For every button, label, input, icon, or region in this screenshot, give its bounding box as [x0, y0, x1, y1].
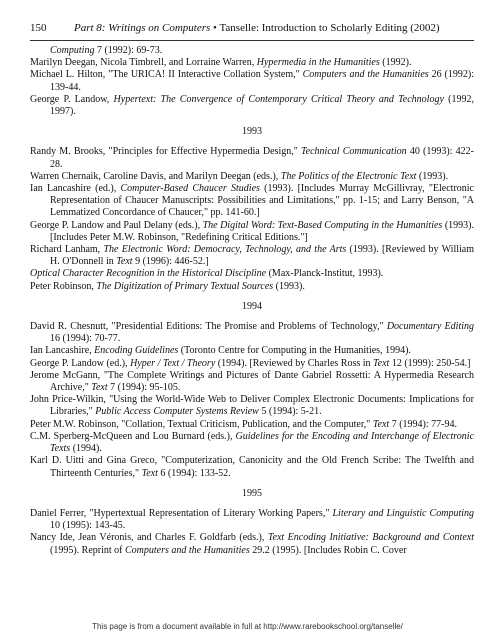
entry-text: John Price-Wilkin, "Using the World-Wide Web to Deliver Complex Electronic Documents: Implications for Libraries," — [30, 394, 474, 418]
bibliography-entry — [30, 57, 474, 69]
entry-text: (1993). [Includes Murray McGillivray, "Electronic Representation of Chaucer Manuscripts: Possibilities and Limitations," pp. 1-15; and Larry Benson, "A Lemmatized Concordance of Chaucer," pp. 141-60.] — [50, 183, 474, 219]
entry-title-italic: The Digital Word: Text-Based Computing in the Humanities — [202, 219, 443, 231]
entry-text: Jerome McGann, "The Complete Writings and Pictures of Dante Gabriel Rossetti: A Hypermedia Research Archive," — [30, 369, 474, 394]
entry-title-italic: Text — [372, 418, 390, 430]
entry-text: 7 (1994): 77-94. — [389, 418, 457, 430]
entry-text: Peter M.W. Robinson, "Collation, Textual Criticism, Publication, and the Computer," — [30, 418, 373, 430]
entry-text: 7 (1992): 69-73. — [94, 45, 163, 56]
entry-text: Karl D. Uitti and Gina Greco, "Computerization, Canonicity and the Old French Scribe: The Twelfth and Thirteenth Centuries," — [30, 455, 474, 479]
bibliography-entry — [30, 419, 474, 431]
entry-title-italic: Optical Character Recognition in the Historical Discipline — [30, 268, 267, 280]
entry-text: David R. Chesnutt, "Presidential Editions: The Promise and Problems of Technology," — [30, 321, 387, 333]
entry-text: (1992). — [379, 57, 412, 69]
entry-title-italic: Documentary Editing — [386, 321, 474, 333]
entry-text: 26 (1992): 139-44. — [50, 69, 474, 93]
entry-title-italic: Computers and the Humanities — [302, 69, 429, 81]
bibliography-body — [30, 45, 474, 557]
entry-text: Nancy Ide, Jean Véronis, and Charles F. Goldfarb (eds.), — [30, 532, 268, 544]
entry-title-italic: Computing — [50, 45, 95, 56]
bibliography-entry — [30, 94, 474, 118]
entry-text: (Toronto Centre for Computing in the Humanities, 1994). — [178, 345, 411, 357]
entry-text: 9 (1996): 446-52.] — [132, 256, 209, 268]
bibliography-entry — [30, 455, 474, 479]
year-heading: 1994 — [242, 300, 262, 312]
entry-title-italic: Text Encoding Initiative: Background and Context — [267, 532, 474, 544]
entry-title-italic: Technical Communication — [301, 146, 407, 158]
entry-title-italic: Text — [373, 357, 390, 369]
entry-title-italic: Hyper / Text / Theory — [130, 357, 216, 369]
entry-text: Warren Chernaik, Caroline Davis, and Marilyn Deegan (eds.), — [30, 170, 281, 182]
year-heading: 1995 — [242, 487, 262, 499]
entry-title-italic: Encoding Guidelines — [94, 345, 179, 357]
entry-text: Peter Robinson, — [30, 280, 97, 292]
entry-text: (1993). — [273, 280, 305, 292]
entry-title-italic: Hypertext: The Convergence of Contemporary Critical Theory and Technology — [113, 93, 444, 105]
header-bullet: • — [213, 22, 217, 34]
entry-text: (1994). — [70, 443, 102, 455]
entry-text: George P. Landow and Paul Delany (eds.), — [30, 219, 203, 231]
entry-text: Randy M. Brooks, "Principles for Effective Hypermedia Design," — [30, 146, 302, 158]
entry-title-italic: Hypermedia in the Humanities — [256, 57, 380, 69]
entry-text: (1992, 1997). — [50, 93, 474, 118]
entry-text: (1993). [Reviewed by William H. O'Donnell in — [50, 244, 474, 268]
bibliography-entry — [30, 508, 474, 532]
entry-text: Ian Lancashire, — [30, 345, 95, 357]
entry-text: 16 (1994): 70-77. — [50, 333, 121, 345]
entry-title-italic: Text — [116, 256, 133, 268]
bibliography-entry — [30, 431, 474, 455]
year-heading: 1993 — [242, 126, 262, 138]
bibliography-entry — [30, 370, 474, 394]
bibliography-entry — [30, 281, 474, 293]
bibliography-entry — [30, 321, 474, 345]
bibliography-entry — [30, 244, 474, 268]
bibliography-entry — [30, 358, 474, 370]
running-header — [30, 22, 474, 34]
entry-title-italic: Literary and Linguistic Computing — [332, 507, 474, 519]
entry-text: 6 (1994): 133-52. — [157, 467, 231, 479]
bibliography-entry — [30, 394, 474, 418]
entry-text: (1995). Reprint of — [50, 544, 125, 556]
entry-text: (1994). [Reviewed by Charles Ross in — [215, 357, 374, 369]
bibliography-entry — [30, 345, 474, 357]
entry-text: Michael L. Hilton, "The URICA! II Interactive Collation System," — [30, 69, 303, 81]
entry-title-italic: Text — [141, 467, 158, 479]
page-number: 150 — [30, 22, 47, 34]
entry-title-italic: Public Access Computer Systems Review — [95, 406, 259, 418]
footer-note[interactable]: This page is from a document available in full at http://www.rarebookschool.org/tanselle/ — [92, 622, 403, 631]
entry-text: 10 (1995): 143-45. — [50, 520, 126, 532]
entry-text: 7 (1994): 95-105. — [107, 382, 181, 394]
entry-text: (Max-Planck-Institut, 1993). — [266, 268, 384, 280]
bibliography-entry — [30, 183, 474, 220]
entry-text: Richard Lanham, — [30, 244, 104, 256]
entry-text: Daniel Ferrer, "Hypertextual Representation of Literary Working Papers," — [30, 507, 333, 519]
bibliography-entry — [30, 220, 474, 244]
entry-text: C.M. Sperberg-McQueen and Lou Burnard (eds.), — [30, 430, 236, 442]
entry-title-italic: The Politics of the Electronic Text — [280, 170, 417, 182]
bibliography-entry — [30, 171, 474, 183]
entry-text: (1993). — [416, 170, 449, 182]
entry-text: 5 (1994): 5-21. — [258, 406, 322, 418]
entry-text: 29.2 (1995). [Includes Robin C. Cover — [249, 544, 407, 556]
entry-text: George P. Landow, — [30, 93, 114, 105]
bibliography-entry — [30, 69, 474, 93]
entry-text: (1993). [Includes Peter M.W. Robinson, "Redefining Critical Editions."] — [50, 219, 474, 243]
entry-text: Marilyn Deegan, Nicola Timbrell, and Lorraine Warren, — [30, 57, 257, 69]
bibliography-entry — [30, 532, 474, 556]
book-title: Tanselle: Introduction to Scholarly Editing (2002) — [219, 22, 440, 34]
bibliography-entry — [30, 268, 474, 280]
header-rule — [30, 40, 474, 41]
entry-title-italic: Text — [91, 382, 108, 394]
entry-title-italic: Computers and the Humanities — [125, 544, 250, 556]
entry-title-italic: Computer-Based Chaucer Studies — [120, 183, 260, 195]
bibliography-entry — [30, 45, 474, 57]
entry-title-italic: The Digitization of Primary Textual Sources — [96, 280, 274, 292]
entry-text: 40 (1993): 422-28. — [50, 146, 474, 170]
entry-title-italic: Guidelines for the Encoding and Interchange of Electronic Texts — [50, 430, 475, 455]
bibliography-entry — [30, 146, 474, 170]
entry-text: Ian Lancashire (ed.), — [30, 183, 121, 195]
part-title: Part 8: Writings on Computers — [74, 22, 211, 34]
entry-title-italic: The Electronic Word: Democracy, Technology, and the Arts — [103, 244, 347, 256]
entry-text: 12 (1999): 250-54.] — [389, 357, 471, 369]
entry-text: George P. Landow (ed.), — [30, 357, 131, 369]
